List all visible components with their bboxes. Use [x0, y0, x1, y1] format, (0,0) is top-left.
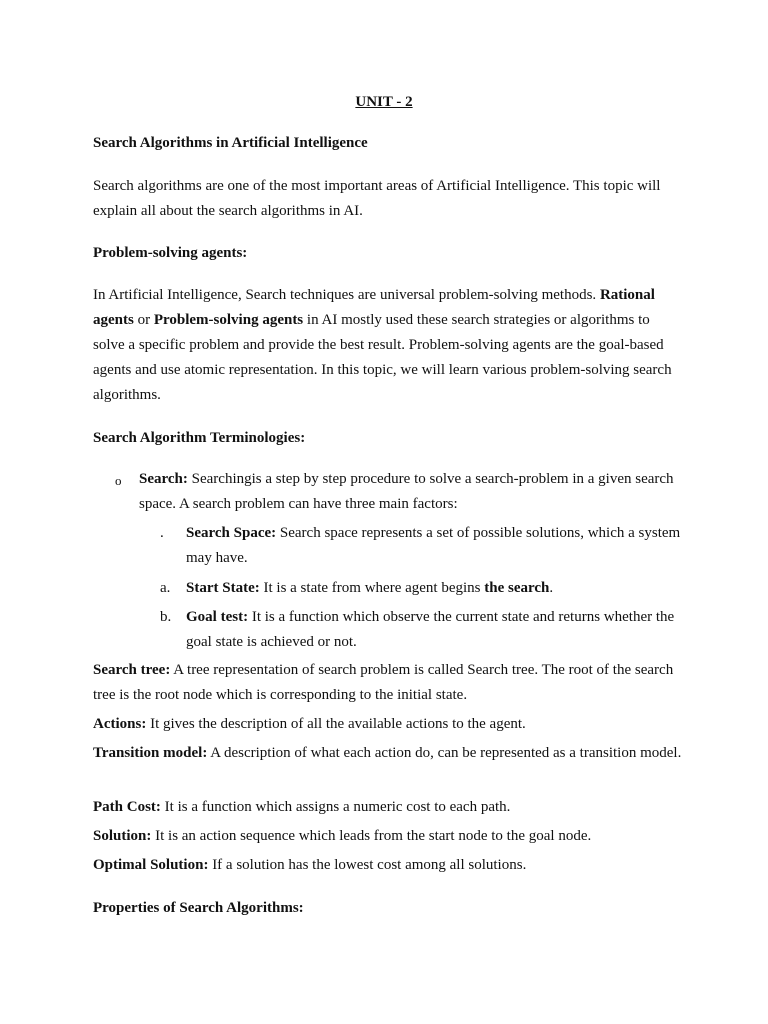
search-item-label: Search: [139, 471, 188, 487]
psa-bold-problem-solving-agents: Problem-solving agents [153, 312, 304, 328]
sub-item-text: It is a function which observe the current state and returns whether the goal state is achieved or not. [186, 609, 675, 650]
sub-item-bold-tail: the search [484, 580, 550, 596]
definition-search-tree [93, 658, 683, 708]
sub-item-text: It is a state from where agent begins [259, 580, 485, 596]
sub-item-label: Goal test: [186, 609, 249, 625]
unit-title: UNIT - 2 [355, 94, 413, 110]
definition-actions [93, 712, 683, 737]
definition-text: It is a function which assigns a numeric cost to each path. [160, 799, 511, 815]
definition-text: A tree representation of search problem is called Search tree. The root of the search tree is the root node which is corresponding to the initial state. [93, 662, 674, 703]
sub-item-marker: b. [160, 609, 172, 625]
definition-label: Solution: [93, 828, 152, 844]
definition-label: Optimal Solution: [93, 857, 209, 873]
definition-transition-model [93, 741, 683, 766]
definition-path-cost [93, 795, 683, 820]
definition-solution [93, 824, 683, 849]
sub-item-marker: a. [160, 580, 171, 596]
main-heading: Search Algorithms in Artificial Intelligence [93, 135, 368, 151]
sub-item-label: Search Space: [186, 525, 277, 541]
sub-item-end: . [549, 580, 554, 596]
definition-optimal-solution [93, 853, 683, 878]
sub-item-marker: . [160, 525, 164, 541]
problem-solving-agents-heading: Problem-solving agents: [93, 245, 248, 261]
definition-text: It is an action sequence which leads from the start node to the goal node. [151, 828, 592, 844]
definition-label: Search tree: [93, 662, 171, 678]
definition-label: Transition model: [93, 745, 208, 761]
definition-label: Actions: [93, 716, 147, 732]
psa-bold-rational-agents: Rational agents [93, 287, 655, 328]
sub-item-text: Search space represents a set of possible solutions, which a system may have. [186, 525, 681, 566]
psa-text-3: in AI mostly used these search strategies or algorithms to solve a specific problem and provide the best result. Problem-solving agents are the goal-based agents and use atomic representation. In this topic, we will learn various problem-solving search algorithms. [93, 312, 672, 403]
psa-text-2: or [133, 312, 154, 328]
definition-text: A description of what each action do, can be represented as a transition model. [207, 745, 682, 761]
definition-text: If a solution has the lowest cost among all solutions. [208, 857, 527, 873]
sub-item-search-space [186, 521, 686, 571]
problem-solving-agents-paragraph [93, 283, 683, 408]
definition-text: It gives the description of all the available actions to the agent. [146, 716, 526, 732]
properties-heading: Properties of Search Algorithms: [93, 900, 304, 916]
search-item-text: Searchingis a step by step procedure to solve a search-problem in a given search space. A search problem can have three main factors: [139, 471, 674, 512]
terminologies-heading: Search Algorithm Terminologies: [93, 430, 306, 446]
intro-paragraph: Search algorithms are one of the most important areas of Artificial Intelligence. This topic will explain all about the search algorithms in AI. [93, 178, 661, 219]
sub-item-label: Start State: [186, 580, 260, 596]
sub-item-goal-test [186, 605, 686, 655]
psa-text-1: In Artificial Intelligence, Search techniques are universal problem-solving methods. [93, 287, 600, 303]
sub-item-start-state [186, 576, 686, 601]
bullet-circle-icon: o [115, 473, 122, 488]
search-item [139, 467, 679, 517]
definition-label: Path Cost: [93, 799, 161, 815]
